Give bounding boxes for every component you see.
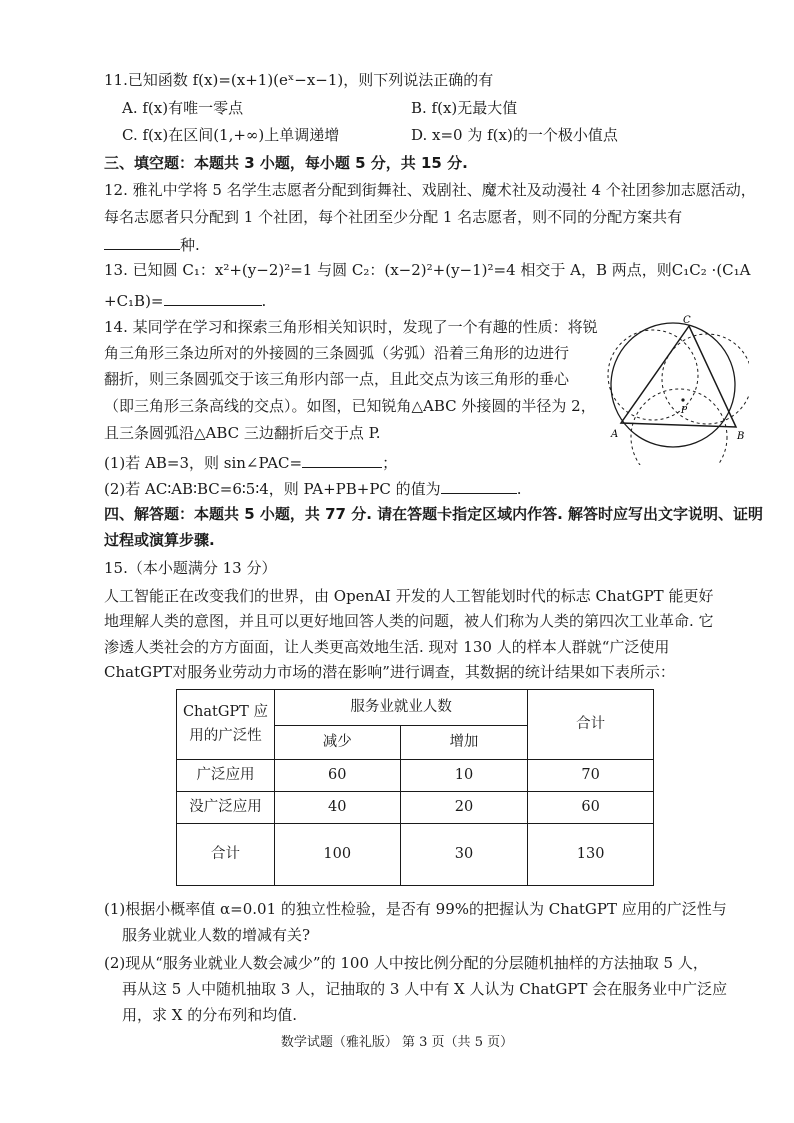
label-b: B [737,431,745,442]
q11-option-a: A. f(x)有唯一零点 [122,99,244,117]
q11-option-b: B. f(x)无最大值 [411,99,518,117]
q11-stem: 11.已知函数 f(x)=(x+1)(eˣ−x−1)，则下列说法正确的有 [104,71,494,89]
q15-para-line4: ChatGPT对服务业劳动力市场的潜在影响”进行调查，其数据的统计结果如下表所示： [104,663,675,681]
section-4-heading-line2: 过程或演算步骤. [104,531,215,549]
table-col-decrease: 减少 [274,726,400,760]
table-row [177,824,654,886]
q15-statistics-table [176,689,654,886]
page-footer: 数学试题（雅礼版） 第 3 页（共 5 页） [280,1035,514,1050]
q13-answer-blank [164,292,262,306]
folded-arc-ab [631,389,727,465]
q14-line5: 且三条圆弧沿△ABC 三边翻折后交于点 P. [104,424,381,442]
q14-part2: (2)若 AC∶AB∶BC=6∶5∶4，则 PA+PB+PC 的值为 [104,480,441,498]
q14-part1: (1)若 AB=3，则 sin∠PAC= [104,454,303,472]
q15-para-line3: 渗透人类社会的方方面面，让人类更高效地生活. 现对 130 人的样本人群就“广泛使用 [104,638,670,656]
q14-line1: 14. 某同学在学习和探索三角形相关知识时，发现了一个有趣的性质：将锐 [104,318,598,336]
q14-part2-blank [441,480,517,494]
q13-line1: 13. 已知圆 C₁：x²+(y−2)²=1 与圆 C₂：(x−2)²+(y−1)²=4 相交于 A，B 两点，则C₁C₂ ·(C₁A [104,261,751,279]
point-p [681,398,684,401]
q14-triangle-figure [597,313,749,465]
q15-sub2-line1: (2)现从“服务业就业人数会减少”的 100 人中按比例分配的分层随机抽样的方法抽取 5 人， [104,954,708,972]
q12-line2: 每名志愿者只分配到 1 个社团，每个社团至少分配 1 名志愿者，则不同的分配方案共有 [104,208,683,226]
table-row [177,792,654,824]
cell-increase: 20 [400,792,528,824]
q15-sub2-line2: 再从这 5 人中随机抽取 3 人，记抽取的 3 人中有 X 人认为 ChatGPT 会在服务业中广泛应 [122,980,728,998]
cell-total: 60 [528,792,654,824]
q14-line4: （即三角形三条高线的交点）。如图，已知锐角△ABC 外接圆的半径为 2， [104,397,596,415]
q13-line2: +C₁B)= [104,292,164,310]
cell-decrease: 60 [274,760,400,792]
q11-option-d: D. x=0 为 f(x)的一个极小值点 [411,126,618,144]
q15-sub1-line2: 服务业就业人数的增减有关? [122,926,311,944]
row-label: 广泛应用 [177,760,275,792]
table-row [177,760,654,792]
q15-sub1-line1: (1)根据小概率值 α=0.01 的独立性检验，是否有 99%的把握认为 ChatGPT 应用的广泛性与 [104,900,727,918]
table-total-header: 合计 [528,690,654,760]
row-label: 没广泛应用 [177,792,275,824]
cell-increase: 10 [400,760,528,792]
cell-total: 70 [528,760,654,792]
q15-heading: 15.（本小题满分 13 分） [104,559,277,577]
q15-para-line2: 地理解人类的意图，并且可以更好地回答人类的问题，被人们称为人类的第四次工业革命. 它 [104,612,714,630]
q12-line3: 种. [180,236,200,254]
cell-decrease: 40 [274,792,400,824]
section-3-heading: 三、填空题：本题共 3 小题，每小题 5 分，共 15 分. [104,154,468,172]
folded-arc-bc [662,334,749,424]
cell-decrease: 100 [274,824,400,886]
q15-sub2-line3: 用，求 X 的分布列和均值. [122,1006,297,1024]
cell-increase: 30 [400,824,528,886]
q12-line1: 12. 雅礼中学将 5 名学生志愿者分配到街舞社、戏剧社、魔术社及动漫社 4 个社团参加志愿活动， [104,181,756,199]
table-corner-header: ChatGPT 应 用的广泛性 [177,690,275,760]
label-c: C [683,315,691,326]
q12-answer-blank [104,236,180,250]
section-4-heading-line1: 四、解答题：本题共 5 小题，共 77 分. 请在答题卡指定区域内作答. 解答时应写出文字说明、证明 [104,505,764,523]
row-label: 合计 [177,824,275,886]
q15-para-line1: 人工智能正在改变我们的世界，由 OpenAI 开发的人工智能划时代的标志 ChatGPT 能更好 [104,587,714,605]
q14-part1-blank [302,454,382,468]
q14-line2: 角三角形三条边所对的外接圆的三条圆弧（劣弧）沿着三角形的边进行 [104,344,570,362]
q14-line3: 翻折，则三条圆弧交于该三角形内部一点，且此交点为该三角形的垂心 [104,370,570,388]
cell-total: 130 [528,824,654,886]
table-group-header: 服务业就业人数 [274,690,527,726]
q11-option-c: C. f(x)在区间(1,+∞)上单调递增 [122,126,340,144]
label-p: P [681,406,688,416]
label-a: A [611,429,619,440]
table-col-increase: 增加 [400,726,528,760]
